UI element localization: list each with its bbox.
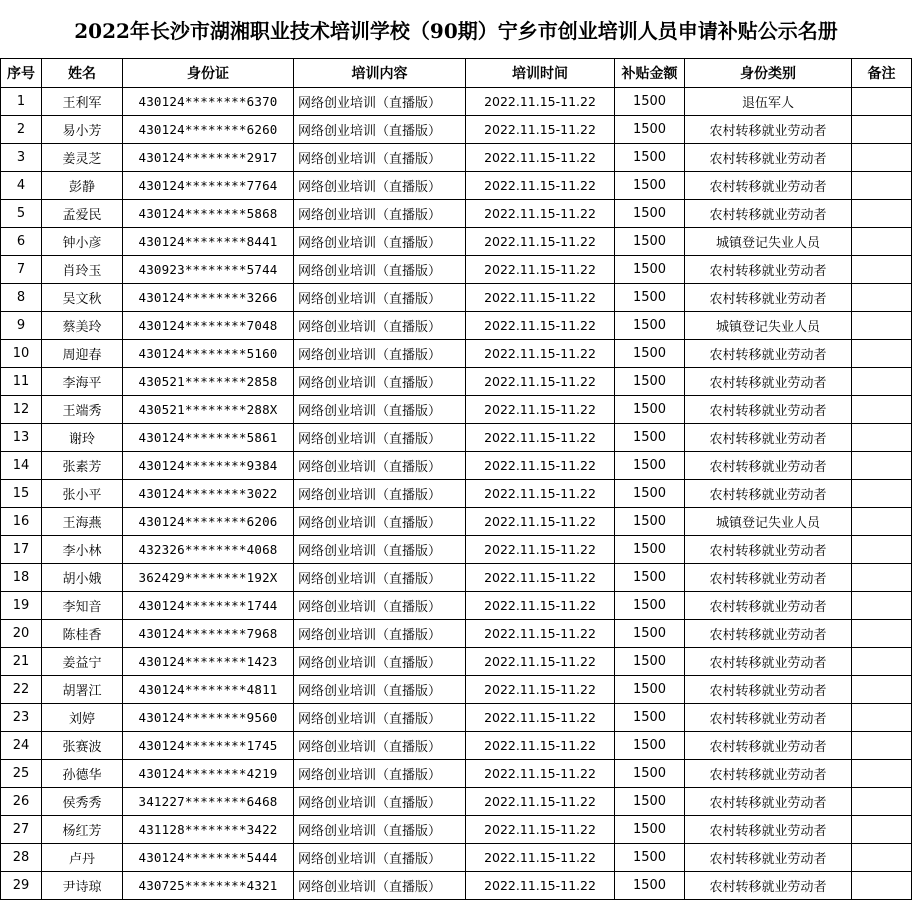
- header-id: 身份证: [123, 59, 294, 88]
- cell-time: 2022.11.15-11.22: [466, 760, 615, 788]
- cell-note: [852, 872, 912, 900]
- cell-category: 农村转移就业劳动者: [685, 424, 852, 452]
- cell-content: 网络创业培训（直播版）: [294, 340, 466, 368]
- cell-time: 2022.11.15-11.22: [466, 88, 615, 116]
- header-amount: 补贴金额: [615, 59, 685, 88]
- cell-amount: 1500: [615, 200, 685, 228]
- cell-time: 2022.11.15-11.22: [466, 704, 615, 732]
- table-row: [1, 508, 912, 536]
- cell-category: 城镇登记失业人员: [685, 228, 852, 256]
- cell-category: 农村转移就业劳动者: [685, 704, 852, 732]
- cell-time: 2022.11.15-11.22: [466, 340, 615, 368]
- cell-name: 吴文秋: [42, 284, 123, 312]
- cell-category: 农村转移就业劳动者: [685, 732, 852, 760]
- cell-id: 341227********6468: [123, 788, 294, 816]
- cell-time: 2022.11.15-11.22: [466, 116, 615, 144]
- cell-name: 蔡美玲: [42, 312, 123, 340]
- table-row: [1, 396, 912, 424]
- cell-content: 网络创业培训（直播版）: [294, 88, 466, 116]
- cell-note: [852, 676, 912, 704]
- cell-category: 农村转移就业劳动者: [685, 844, 852, 872]
- table-row: [1, 536, 912, 564]
- table-row: [1, 172, 912, 200]
- cell-id: 430923********5744: [123, 256, 294, 284]
- cell-note: [852, 508, 912, 536]
- table-row: [1, 648, 912, 676]
- table-row: [1, 676, 912, 704]
- table-row: [1, 816, 912, 844]
- cell-category: 农村转移就业劳动者: [685, 620, 852, 648]
- cell-category: 农村转移就业劳动者: [685, 564, 852, 592]
- cell-name: 陈桂香: [42, 620, 123, 648]
- cell-content: 网络创业培训（直播版）: [294, 144, 466, 172]
- cell-id: 430124********2917: [123, 144, 294, 172]
- cell-seq: 24: [1, 732, 42, 760]
- cell-time: 2022.11.15-11.22: [466, 200, 615, 228]
- cell-seq: 4: [1, 172, 42, 200]
- cell-time: 2022.11.15-11.22: [466, 564, 615, 592]
- table-row: [1, 284, 912, 312]
- cell-name: 刘婷: [42, 704, 123, 732]
- header-time: 培训时间: [466, 59, 615, 88]
- cell-name: 张赛波: [42, 732, 123, 760]
- cell-category: 农村转移就业劳动者: [685, 396, 852, 424]
- cell-name: 卢丹: [42, 844, 123, 872]
- cell-note: [852, 396, 912, 424]
- cell-amount: 1500: [615, 704, 685, 732]
- cell-name: 钟小彦: [42, 228, 123, 256]
- cell-category: 农村转移就业劳动者: [685, 480, 852, 508]
- cell-category: 农村转移就业劳动者: [685, 116, 852, 144]
- cell-note: [852, 536, 912, 564]
- table-row: [1, 732, 912, 760]
- cell-content: 网络创业培训（直播版）: [294, 676, 466, 704]
- table-body: [1, 88, 912, 900]
- cell-id: 431128********3422: [123, 816, 294, 844]
- cell-amount: 1500: [615, 452, 685, 480]
- cell-content: 网络创业培训（直播版）: [294, 424, 466, 452]
- cell-note: [852, 480, 912, 508]
- cell-name: 王海燕: [42, 508, 123, 536]
- cell-id: 430124********1745: [123, 732, 294, 760]
- cell-note: [852, 816, 912, 844]
- cell-name: 尹诗琼: [42, 872, 123, 900]
- cell-category: 农村转移就业劳动者: [685, 172, 852, 200]
- cell-time: 2022.11.15-11.22: [466, 424, 615, 452]
- cell-name: 王利军: [42, 88, 123, 116]
- cell-seq: 9: [1, 312, 42, 340]
- table-row: [1, 312, 912, 340]
- cell-category: 农村转移就业劳动者: [685, 592, 852, 620]
- cell-id: 430124********4219: [123, 760, 294, 788]
- cell-seq: 12: [1, 396, 42, 424]
- cell-content: 网络创业培训（直播版）: [294, 564, 466, 592]
- header-note: 备注: [852, 59, 912, 88]
- cell-amount: 1500: [615, 396, 685, 424]
- cell-name: 李海平: [42, 368, 123, 396]
- cell-id: 430124********3022: [123, 480, 294, 508]
- cell-amount: 1500: [615, 368, 685, 396]
- cell-id: 362429********192X: [123, 564, 294, 592]
- cell-name: 张素芳: [42, 452, 123, 480]
- cell-id: 430124********7048: [123, 312, 294, 340]
- cell-name: 彭静: [42, 172, 123, 200]
- cell-amount: 1500: [615, 732, 685, 760]
- cell-name: 王端秀: [42, 396, 123, 424]
- cell-id: 430124********1744: [123, 592, 294, 620]
- cell-amount: 1500: [615, 648, 685, 676]
- cell-name: 李小林: [42, 536, 123, 564]
- cell-seq: 19: [1, 592, 42, 620]
- table-row: [1, 872, 912, 900]
- cell-name: 孙德华: [42, 760, 123, 788]
- cell-note: [852, 172, 912, 200]
- cell-content: 网络创业培训（直播版）: [294, 732, 466, 760]
- cell-note: [852, 116, 912, 144]
- cell-content: 网络创业培训（直播版）: [294, 648, 466, 676]
- cell-content: 网络创业培训（直播版）: [294, 256, 466, 284]
- cell-name: 侯秀秀: [42, 788, 123, 816]
- cell-seq: 18: [1, 564, 42, 592]
- cell-category: 退伍军人: [685, 88, 852, 116]
- cell-name: 肖玲玉: [42, 256, 123, 284]
- table-row: [1, 452, 912, 480]
- cell-amount: 1500: [615, 256, 685, 284]
- table-row: [1, 368, 912, 396]
- cell-category: 农村转移就业劳动者: [685, 676, 852, 704]
- cell-content: 网络创业培训（直播版）: [294, 480, 466, 508]
- cell-id: 430124********5160: [123, 340, 294, 368]
- cell-content: 网络创业培训（直播版）: [294, 872, 466, 900]
- cell-content: 网络创业培训（直播版）: [294, 368, 466, 396]
- cell-time: 2022.11.15-11.22: [466, 620, 615, 648]
- cell-category: 农村转移就业劳动者: [685, 452, 852, 480]
- cell-id: 430124********9560: [123, 704, 294, 732]
- cell-note: [852, 452, 912, 480]
- cell-time: 2022.11.15-11.22: [466, 396, 615, 424]
- table-row: [1, 144, 912, 172]
- cell-amount: 1500: [615, 760, 685, 788]
- cell-amount: 1500: [615, 424, 685, 452]
- cell-name: 李知音: [42, 592, 123, 620]
- cell-id: 432326********4068: [123, 536, 294, 564]
- cell-seq: 16: [1, 508, 42, 536]
- cell-time: 2022.11.15-11.22: [466, 844, 615, 872]
- cell-category: 农村转移就业劳动者: [685, 340, 852, 368]
- cell-note: [852, 760, 912, 788]
- table-row: [1, 564, 912, 592]
- cell-time: 2022.11.15-11.22: [466, 872, 615, 900]
- cell-note: [852, 844, 912, 872]
- table-row: [1, 256, 912, 284]
- cell-id: 430521********2858: [123, 368, 294, 396]
- cell-category: 农村转移就业劳动者: [685, 200, 852, 228]
- cell-seq: 26: [1, 788, 42, 816]
- cell-note: [852, 312, 912, 340]
- cell-category: 农村转移就业劳动者: [685, 284, 852, 312]
- cell-content: 网络创业培训（直播版）: [294, 312, 466, 340]
- cell-content: 网络创业培训（直播版）: [294, 844, 466, 872]
- cell-seq: 15: [1, 480, 42, 508]
- cell-note: [852, 732, 912, 760]
- cell-seq: 28: [1, 844, 42, 872]
- cell-content: 网络创业培训（直播版）: [294, 620, 466, 648]
- cell-id: 430725********4321: [123, 872, 294, 900]
- cell-content: 网络创业培训（直播版）: [294, 536, 466, 564]
- cell-note: [852, 620, 912, 648]
- table-row: [1, 340, 912, 368]
- cell-time: 2022.11.15-11.22: [466, 312, 615, 340]
- cell-amount: 1500: [615, 480, 685, 508]
- cell-content: 网络创业培训（直播版）: [294, 760, 466, 788]
- cell-content: 网络创业培训（直播版）: [294, 228, 466, 256]
- table-row: [1, 116, 912, 144]
- cell-amount: 1500: [615, 116, 685, 144]
- cell-id: 430124********3266: [123, 284, 294, 312]
- cell-seq: 23: [1, 704, 42, 732]
- header-content: 培训内容: [294, 59, 466, 88]
- cell-amount: 1500: [615, 508, 685, 536]
- cell-note: [852, 564, 912, 592]
- cell-category: 农村转移就业劳动者: [685, 648, 852, 676]
- cell-content: 网络创业培训（直播版）: [294, 200, 466, 228]
- cell-note: [852, 592, 912, 620]
- cell-seq: 11: [1, 368, 42, 396]
- cell-time: 2022.11.15-11.22: [466, 648, 615, 676]
- cell-note: [852, 704, 912, 732]
- cell-content: 网络创业培训（直播版）: [294, 592, 466, 620]
- table-row: [1, 592, 912, 620]
- roster-table: [0, 58, 912, 900]
- cell-amount: 1500: [615, 172, 685, 200]
- cell-category: 农村转移就业劳动者: [685, 368, 852, 396]
- header-row: [1, 59, 912, 88]
- cell-id: 430124********6370: [123, 88, 294, 116]
- cell-note: [852, 88, 912, 116]
- table-row: [1, 760, 912, 788]
- cell-name: 张小平: [42, 480, 123, 508]
- cell-note: [852, 144, 912, 172]
- cell-id: 430124********7968: [123, 620, 294, 648]
- cell-amount: 1500: [615, 144, 685, 172]
- cell-seq: 21: [1, 648, 42, 676]
- cell-time: 2022.11.15-11.22: [466, 508, 615, 536]
- cell-amount: 1500: [615, 536, 685, 564]
- cell-seq: 17: [1, 536, 42, 564]
- cell-name: 杨红芳: [42, 816, 123, 844]
- cell-time: 2022.11.15-11.22: [466, 368, 615, 396]
- cell-name: 孟爱民: [42, 200, 123, 228]
- cell-category: 农村转移就业劳动者: [685, 788, 852, 816]
- cell-seq: 8: [1, 284, 42, 312]
- cell-name: 胡署江: [42, 676, 123, 704]
- cell-category: 农村转移就业劳动者: [685, 816, 852, 844]
- cell-amount: 1500: [615, 312, 685, 340]
- header-category: 身份类别: [685, 59, 852, 88]
- cell-name: 谢玲: [42, 424, 123, 452]
- cell-time: 2022.11.15-11.22: [466, 676, 615, 704]
- cell-amount: 1500: [615, 620, 685, 648]
- cell-category: 城镇登记失业人员: [685, 312, 852, 340]
- cell-content: 网络创业培训（直播版）: [294, 396, 466, 424]
- cell-content: 网络创业培训（直播版）: [294, 116, 466, 144]
- table-row: [1, 228, 912, 256]
- cell-note: [852, 200, 912, 228]
- table-row: [1, 788, 912, 816]
- cell-note: [852, 340, 912, 368]
- cell-note: [852, 788, 912, 816]
- cell-category: 农村转移就业劳动者: [685, 536, 852, 564]
- cell-seq: 25: [1, 760, 42, 788]
- cell-content: 网络创业培训（直播版）: [294, 816, 466, 844]
- table-row: [1, 88, 912, 116]
- cell-amount: 1500: [615, 88, 685, 116]
- cell-id: 430521********288X: [123, 396, 294, 424]
- cell-amount: 1500: [615, 788, 685, 816]
- cell-content: 网络创业培训（直播版）: [294, 508, 466, 536]
- cell-amount: 1500: [615, 284, 685, 312]
- cell-amount: 1500: [615, 844, 685, 872]
- cell-note: [852, 424, 912, 452]
- cell-time: 2022.11.15-11.22: [466, 480, 615, 508]
- cell-category: 农村转移就业劳动者: [685, 760, 852, 788]
- cell-content: 网络创业培训（直播版）: [294, 452, 466, 480]
- cell-amount: 1500: [615, 564, 685, 592]
- cell-amount: 1500: [615, 872, 685, 900]
- cell-time: 2022.11.15-11.22: [466, 284, 615, 312]
- cell-name: 易小芳: [42, 116, 123, 144]
- table-row: [1, 200, 912, 228]
- cell-seq: 2: [1, 116, 42, 144]
- cell-seq: 27: [1, 816, 42, 844]
- cell-note: [852, 284, 912, 312]
- cell-seq: 6: [1, 228, 42, 256]
- table-row: [1, 704, 912, 732]
- cell-time: 2022.11.15-11.22: [466, 732, 615, 760]
- cell-seq: 20: [1, 620, 42, 648]
- cell-time: 2022.11.15-11.22: [466, 228, 615, 256]
- cell-name: 姜灵芝: [42, 144, 123, 172]
- cell-note: [852, 256, 912, 284]
- cell-amount: 1500: [615, 592, 685, 620]
- cell-seq: 10: [1, 340, 42, 368]
- page-title: 2022年长沙市湖湘职业技术培训学校（90期）宁乡市创业培训人员申请补贴公示名册: [74, 19, 838, 43]
- cell-amount: 1500: [615, 340, 685, 368]
- cell-id: 430124********5868: [123, 200, 294, 228]
- cell-content: 网络创业培训（直播版）: [294, 788, 466, 816]
- cell-time: 2022.11.15-11.22: [466, 592, 615, 620]
- cell-amount: 1500: [615, 228, 685, 256]
- cell-time: 2022.11.15-11.22: [466, 788, 615, 816]
- cell-amount: 1500: [615, 676, 685, 704]
- cell-seq: 29: [1, 872, 42, 900]
- cell-seq: 13: [1, 424, 42, 452]
- cell-name: 胡小娥: [42, 564, 123, 592]
- cell-time: 2022.11.15-11.22: [466, 256, 615, 284]
- header-seq: 序号: [1, 59, 42, 88]
- cell-time: 2022.11.15-11.22: [466, 452, 615, 480]
- cell-id: 430124********5444: [123, 844, 294, 872]
- cell-time: 2022.11.15-11.22: [466, 144, 615, 172]
- cell-note: [852, 228, 912, 256]
- cell-category: 农村转移就业劳动者: [685, 256, 852, 284]
- cell-amount: 1500: [615, 816, 685, 844]
- table-row: [1, 844, 912, 872]
- cell-category: 农村转移就业劳动者: [685, 144, 852, 172]
- cell-content: 网络创业培训（直播版）: [294, 704, 466, 732]
- header-name: 姓名: [42, 59, 123, 88]
- cell-seq: 22: [1, 676, 42, 704]
- table-row: [1, 620, 912, 648]
- cell-id: 430124********6260: [123, 116, 294, 144]
- cell-id: 430124********8441: [123, 228, 294, 256]
- cell-category: 农村转移就业劳动者: [685, 872, 852, 900]
- cell-id: 430124********9384: [123, 452, 294, 480]
- cell-id: 430124********5861: [123, 424, 294, 452]
- table-row: [1, 424, 912, 452]
- cell-time: 2022.11.15-11.22: [466, 536, 615, 564]
- cell-category: 城镇登记失业人员: [685, 508, 852, 536]
- cell-name: 周迎春: [42, 340, 123, 368]
- cell-content: 网络创业培训（直播版）: [294, 172, 466, 200]
- cell-id: 430124********7764: [123, 172, 294, 200]
- cell-id: 430124********1423: [123, 648, 294, 676]
- cell-content: 网络创业培训（直播版）: [294, 284, 466, 312]
- table-row: [1, 480, 912, 508]
- cell-time: 2022.11.15-11.22: [466, 816, 615, 844]
- cell-seq: 3: [1, 144, 42, 172]
- cell-seq: 5: [1, 200, 42, 228]
- cell-note: [852, 648, 912, 676]
- cell-name: 姜益宁: [42, 648, 123, 676]
- cell-time: 2022.11.15-11.22: [466, 172, 615, 200]
- cell-id: 430124********6206: [123, 508, 294, 536]
- cell-note: [852, 368, 912, 396]
- cell-seq: 14: [1, 452, 42, 480]
- cell-seq: 1: [1, 88, 42, 116]
- cell-seq: 7: [1, 256, 42, 284]
- cell-id: 430124********4811: [123, 676, 294, 704]
